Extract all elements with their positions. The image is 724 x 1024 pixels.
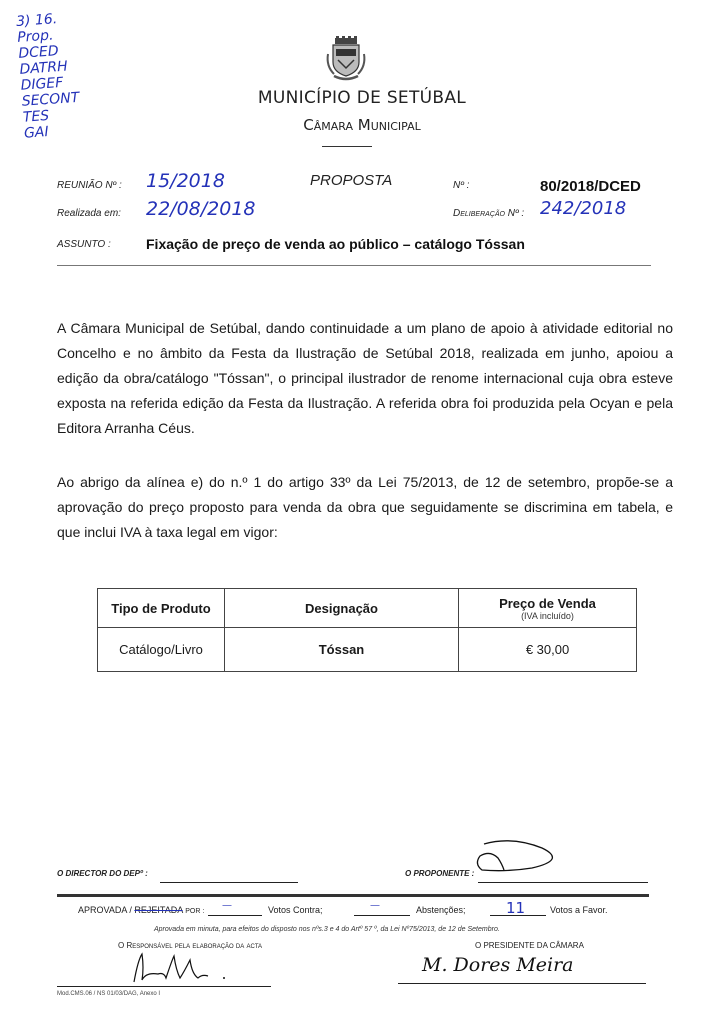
presidente-signature: M. Dores Meira <box>422 954 574 976</box>
responsavel-signature-icon <box>128 950 238 986</box>
votos-contra-value: — <box>370 900 380 911</box>
municipal-crest-icon <box>324 36 368 82</box>
director-label: O DIRECTOR DO DEPº : <box>57 869 148 878</box>
rejected-label: REJEITADA <box>134 905 183 915</box>
reuniao-value: 15/2018 <box>146 170 225 192</box>
doc-type: PROPOSTA <box>310 172 393 189</box>
subject-divider <box>57 265 651 266</box>
handwritten-line: DCED <box>17 43 60 62</box>
header-divider <box>322 146 372 147</box>
realizada-label: Realizada em: <box>57 208 121 219</box>
por-label: POR : <box>185 908 205 915</box>
approval-divider <box>57 894 649 897</box>
deliberacao-label: Deliberação Nº : <box>453 208 525 219</box>
handwritten-line: DIGEF <box>20 74 64 94</box>
por-value: — <box>222 900 232 911</box>
header-preco-venda-label: Preço de Venda <box>499 595 596 611</box>
director-signature-line <box>160 882 298 883</box>
proponente-label: O PROPONENTE : <box>405 869 475 878</box>
handwritten-line: TES <box>22 107 50 126</box>
proposal-number: 80/2018/DCED <box>540 178 641 195</box>
numero-label: Nº : <box>453 180 470 191</box>
body-paragraph-1: A Câmara Municipal de Setúbal, dando continuidade a um plano de apoio à atividade editorial no Concelho e no âmbito da Festa da Ilustração de Setúbal 2018, realizada em junho, apoiou a edição da obra/catálogo "Tóssan", o principal ilustrador de renome internacional cuja obra esteve exposta na referida edição da Festa da Ilustração. A referida obra foi produzida pela Ocyan e pela Editora Arranha Céus. <box>57 320 673 436</box>
reuniao-label: REUNIÃO Nº : <box>57 180 122 191</box>
minute-approval-note: Aprovada em minuta, para efeitos do disposto nos nºs.3 e 4 do Artº 57 º, da Lei Nº75/2013, de 12 de Setembro. <box>154 926 500 933</box>
cell-preco: € 30,00 <box>459 628 637 672</box>
por-line <box>208 915 262 916</box>
realizada-value: 22/08/2018 <box>146 198 256 220</box>
subject: Fixação de preço de venda ao público – catálogo Tóssan <box>146 236 525 252</box>
abstencoes-value: 11 <box>506 899 526 917</box>
handwritten-line: Prop. <box>16 27 54 46</box>
handwritten-line: DATRH <box>19 58 69 78</box>
cell-tipo-produto: Catálogo/Livro <box>98 628 225 672</box>
header-designacao: Designação <box>225 589 459 628</box>
handwritten-line: SECONT <box>21 89 80 110</box>
handwritten-line: GAI <box>23 124 50 142</box>
approval-status <box>78 905 204 915</box>
handwritten-line: 3) 16. <box>15 11 58 30</box>
assunto-label: ASSUNTO : <box>57 239 111 250</box>
responsavel-signature-line <box>57 986 271 987</box>
table-row <box>98 628 637 672</box>
abstencoes-label: Abstenções; <box>416 905 466 915</box>
price-table <box>97 588 637 672</box>
proponente-signature-icon <box>472 838 572 878</box>
votos-contra-label: Votos Contra; <box>268 905 323 915</box>
votos-contra-line <box>354 915 410 916</box>
votos-favor-label: Votos a Favor. <box>550 905 608 915</box>
proponente-signature-line <box>478 882 648 883</box>
municipality-title: MUNICÍPIO DE SETÚBAL <box>257 88 467 108</box>
chamber-subtitle: Câmara Municipal <box>303 116 421 134</box>
price-table-header-row <box>98 589 637 628</box>
responsavel-label: O Responsável pela elaboração da acta <box>118 941 263 950</box>
iva-note: (IVA incluído) <box>521 610 574 621</box>
approved-label: APROVADA / <box>78 905 135 915</box>
deliberacao-value: 242/2018 <box>540 198 627 219</box>
body-paragraph-2: Ao abrigo da alínea e) do n.º 1 do artigo 33º da Lei 75/2013, de 12 de setembro, propõe-se a aprovação do preço proposto para venda da obra que seguidamente se discrimina em tabela, e que inclui IVA à taxa legal em vigor: <box>57 474 673 540</box>
cell-designacao: Tóssan <box>225 628 459 672</box>
header-preco-venda <box>459 589 637 628</box>
header-tipo-produto: Tipo de Produto <box>98 589 225 628</box>
presidente-label: O PRESIDENTE DA CÂMARA <box>475 941 584 950</box>
form-reference: Mod.CMS.06 / NS 01/03/DAG, Anexo I <box>57 991 161 997</box>
presidente-signature-line <box>398 983 646 984</box>
